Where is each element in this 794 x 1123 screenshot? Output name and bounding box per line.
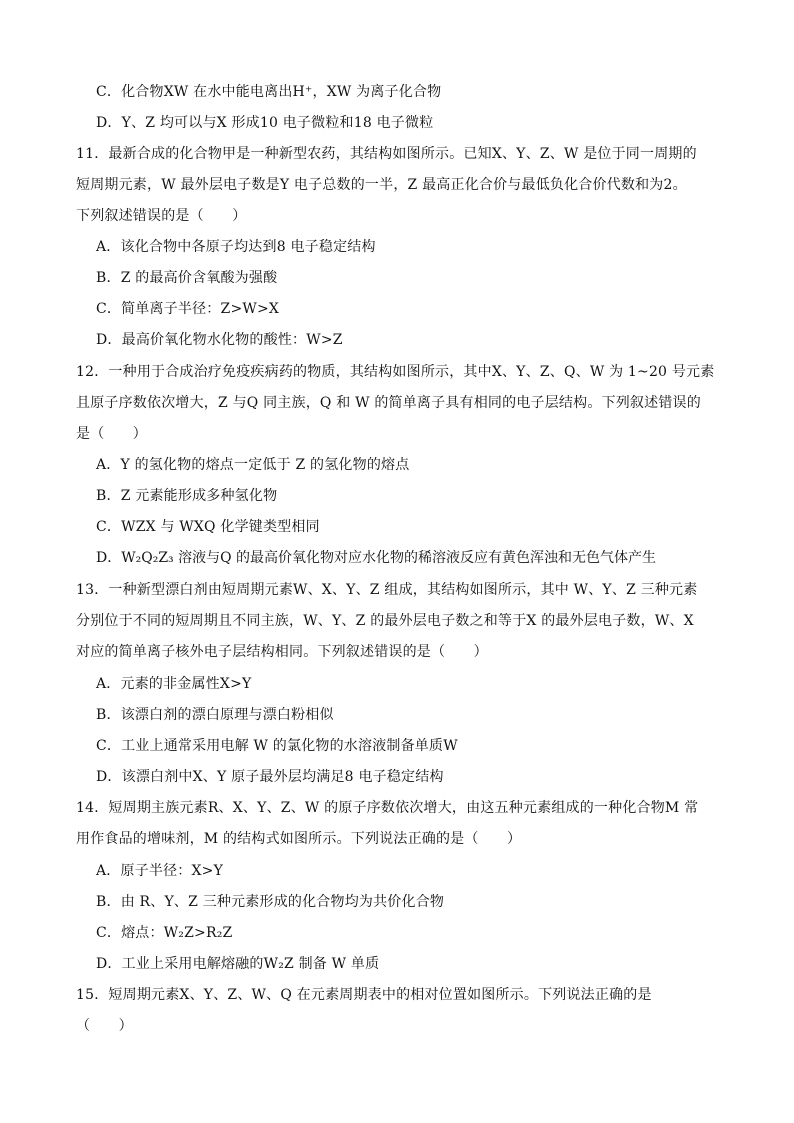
q14-option-d: D．工业上采用电解熔融的W₂Z 制备 W 单质 [96,956,380,972]
q13-option-b: B．该漂白剂的漂白原理与漂白粉相似 [96,707,334,723]
q14-option-b: B．由 R、Y、Z 三种元素形成的化合物均为共价化合物 [96,894,445,910]
q13-stem-line-2: 分别位于不同的短周期且不同主族，W、Y、Z 的最外层电子数之和等于X 的最外层电子数，W、X [76,613,694,629]
q13-option-c: C．工业上通常采用电解 W 的氯化物的水溶液制备单质W [96,738,458,754]
prev-option-d: D．Y、Z 均可以与X 形成10 电子微粒和18 电子微粒 [96,115,434,131]
q15-stem-line-2: （ ） [76,1018,133,1034]
q11-stem-line-3: 下列叙述错误的是（ ） [76,208,247,224]
q12-option-c: C．WZX 与 WXQ 化学键类型相同 [96,519,320,535]
q15-stem-line-1: 15．短周期元素X、Y、Z、W、Q 在元素周期表中的相对位置如图所示。下列说法正确的是 [76,987,652,1003]
q13-stem-line-3: 对应的简单离子核外电子层结构相同。下列叙述错误的是（ ） [76,644,488,660]
q14-stem-line-2: 用作食品的增味剂，M 的结构式如图所示。下列说法正确的是（ ） [76,831,522,847]
q11-stem-line-2: 短周期元素，W 最外层电子数是Y 电子总数的一半，Z 最高正化合价与最低负化合价代数和为2。 [76,177,687,193]
q14-option-c: C．熔点：W₂Z>R₂Z [96,925,233,941]
q13-option-d: D．该漂白剂中X、Y 原子最外层均满足8 电子稳定结构 [96,769,444,785]
q12-option-b: B．Z 元素能形成多种氢化物 [96,488,278,504]
q11-stem-line-1: 11．最新合成的化合物甲是一种新型农药，其结构如图所示。已知X、Y、Z、W 是位于同一周期的 [76,146,697,162]
q12-stem-line-3: 是（ ） [76,426,147,442]
q12-option-d: D．W₂Q₂Z₃ 溶液与Q 的最高价氧化物对应水化物的稀溶液反应有黄色浑浊和无色气体产生 [96,550,657,566]
q11-option-a: A．该化合物中各原子均达到8 电子稳定结构 [96,239,376,255]
q13-option-a: A．元素的非金属性X>Y [96,676,252,692]
q12-stem-line-1: 12．一种用于合成治疗免疫疾病药的物质，其结构如图所示，其中X、Y、Z、Q、W 为 1~20 号元素 [76,364,715,380]
q11-option-b: B．Z 的最高价含氧酸为强酸 [96,270,278,286]
q12-stem-line-2: 且原子序数依次增大，Z 与Q 同主族，Q 和 W 的简单离子具有相同的电子层结构。下列叙述错误的 [76,395,701,411]
q14-option-a: A．原子半径：X>Y [96,863,224,879]
q12-option-a: A．Y 的氢化物的熔点一定低于 Z 的氢化物的熔点 [96,457,410,473]
q11-option-d: D．最高价氧化物水化物的酸性：W>Z [96,332,343,348]
q11-option-c: C．简单离子半径：Z>W>X [96,301,280,317]
prev-option-c: C．化合物XW 在水中能电离出H⁺，XW 为离子化合物 [96,84,442,100]
q13-stem-line-1: 13．一种新型漂白剂由短周期元素W、X、Y、Z 组成，其结构如图所示，其中 W、Y、Z 三种元素 [76,582,698,598]
q14-stem-line-1: 14．短周期主族元素R、X、Y、Z、W 的原子序数依次增大，由这五种元素组成的一种化合物M 常 [76,800,699,816]
